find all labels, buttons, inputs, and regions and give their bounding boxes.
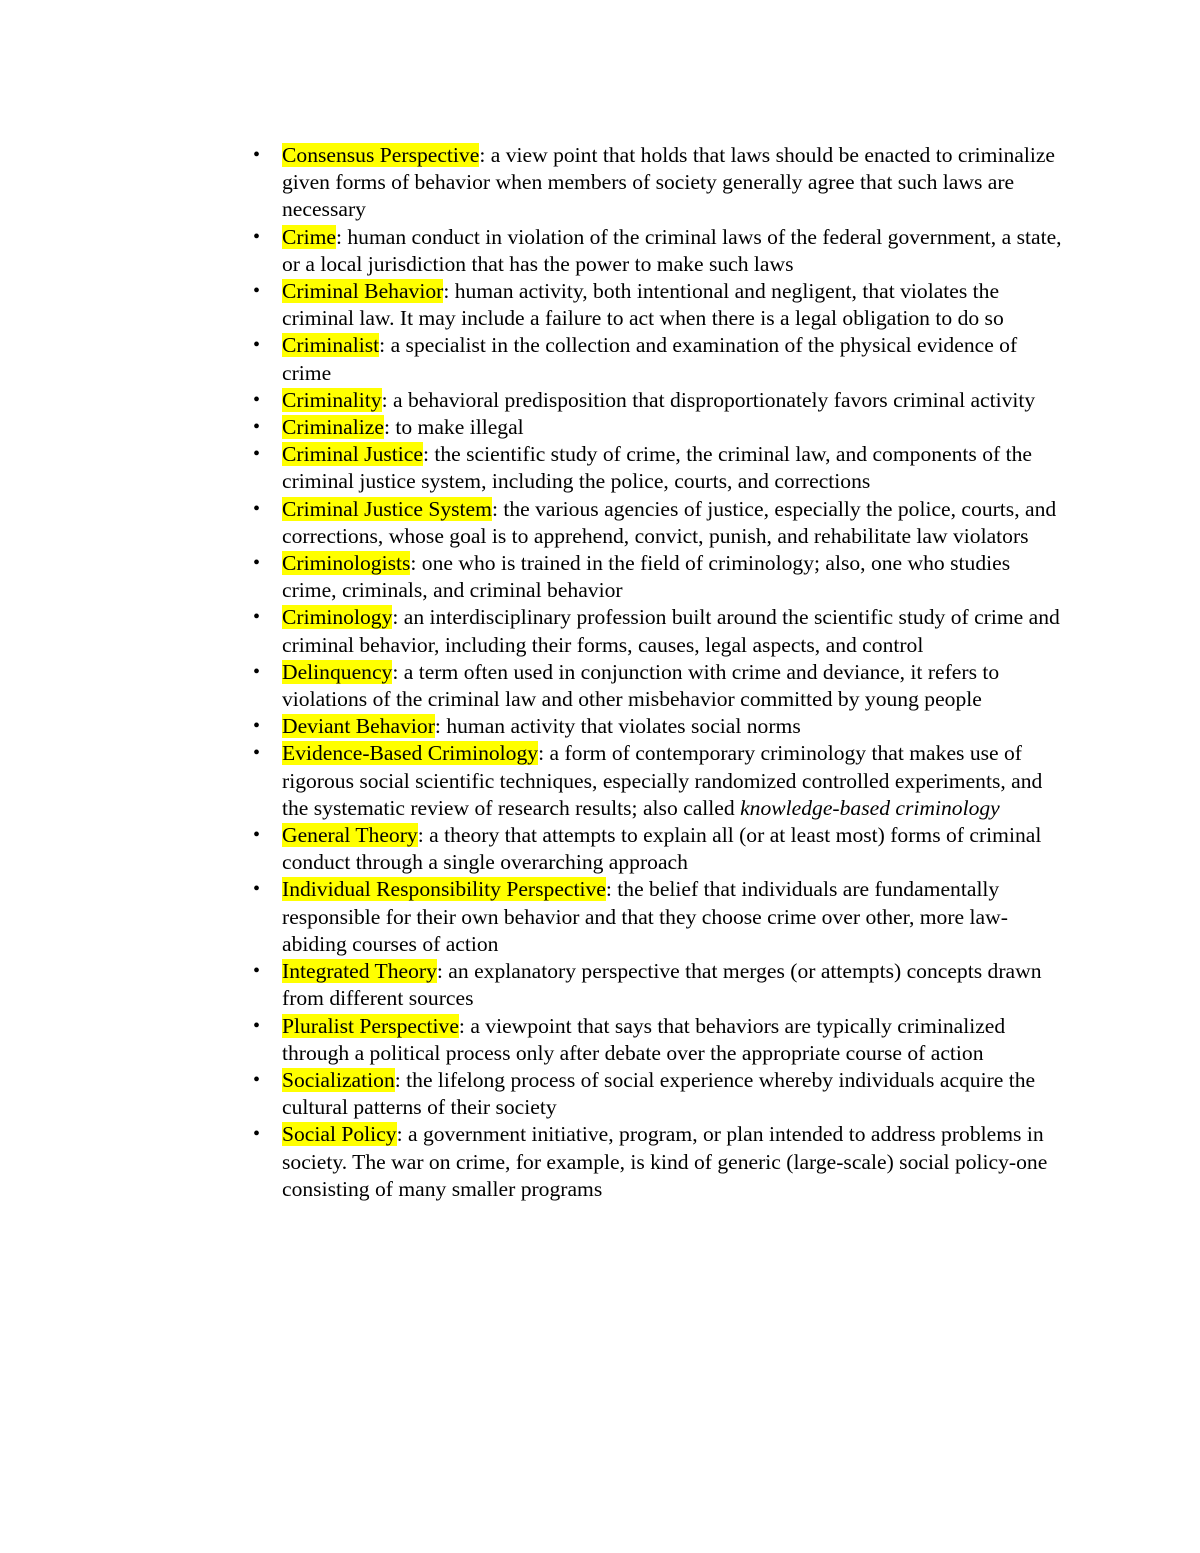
term-highlight: Criminalist (282, 333, 380, 358)
term-highlight: Pluralist Perspective (282, 1013, 459, 1038)
list-item (240, 958, 1070, 1012)
list-item (240, 713, 1070, 740)
term-highlight: Integrated Theory (282, 959, 437, 984)
bullet-icon: • (253, 742, 261, 765)
list-item (240, 142, 1070, 224)
definition-text: : an explanatory perspective that merges (or attempts) concepts drawn from different sources (282, 959, 1042, 1011)
definition-text: : a viewpoint that says that behaviors are typically criminalized through a political process only after debate over the appropriate course of action (282, 1013, 1006, 1065)
list-item (240, 1121, 1070, 1203)
bullet-icon: • (253, 443, 261, 466)
bullet-icon: • (253, 225, 261, 248)
list-item (240, 1067, 1070, 1121)
definition-text: : human activity that violates social norms (434, 714, 801, 739)
list-item (240, 822, 1070, 876)
definition-text: : the belief that individuals are fundamentally responsible for their own behavior and that they choose crime over other, more law-abiding courses of action (282, 877, 1008, 956)
definition-text: : one who is trained in the field of criminology; also, one who studies crime, criminals, and criminal behavior (282, 551, 1011, 603)
bullet-icon: • (253, 497, 261, 520)
bullet-icon: • (253, 388, 261, 411)
definition-text: : a theory that attempts to explain all (or at least most) forms of criminal conduct through a single overarching approach (282, 823, 1042, 875)
list-item (240, 876, 1070, 958)
bullet-icon: • (253, 715, 261, 738)
term-highlight: Socialization (282, 1067, 395, 1092)
list-item (240, 659, 1070, 713)
list-item (240, 441, 1070, 495)
bullet-icon: • (253, 660, 261, 683)
definition-text: : the lifelong process of social experience whereby individuals acquire the cultural patterns of their society (282, 1067, 1036, 1120)
term-highlight: Criminology (282, 605, 393, 630)
term-highlight: Consensus Perspective (282, 143, 480, 167)
bullet-icon: • (253, 960, 261, 983)
bullet-icon: • (253, 606, 261, 629)
list-item (240, 496, 1070, 550)
definition-text: : human conduct in violation of the criminal laws of the federal government, a state, or a local jurisdiction that has the power to make such laws (282, 224, 1062, 276)
bullet-icon: • (253, 552, 261, 575)
term-highlight: Criminalize (282, 415, 384, 440)
list-item (240, 414, 1070, 441)
list-item (240, 278, 1070, 332)
list-item (240, 550, 1070, 604)
definition-text: : a view point that holds that laws should be enacted to criminalize given forms of behavior when members of society generally agree that such laws are necessary (282, 143, 1056, 222)
italic-term-text: knowledge-based criminology (740, 795, 1000, 820)
term-highlight: Criminal Justice (282, 442, 423, 467)
list-item (240, 604, 1070, 658)
term-highlight: Crime (282, 224, 336, 249)
definition-text: : the various agencies of justice, especially the police, courts, and corrections, whose goal is to apprehend, convict, punish, and rehabilitate law violators (282, 496, 1057, 548)
term-highlight: Deviant Behavior (282, 714, 435, 739)
definition-text: : to make illegal (383, 415, 524, 440)
bullet-icon: • (253, 1068, 261, 1091)
bullet-icon: • (253, 1123, 261, 1146)
term-highlight: Individual Responsibility Perspective (282, 877, 606, 902)
term-highlight: Social Policy (282, 1122, 397, 1147)
bullet-icon: • (253, 878, 261, 901)
list-item (240, 224, 1070, 278)
bullet-icon: • (253, 144, 261, 166)
list-item (240, 387, 1070, 414)
term-highlight: General Theory (282, 823, 418, 848)
term-highlight: Delinquency (282, 659, 393, 684)
bullet-icon: • (253, 334, 261, 357)
definition-text: : a form of contemporary criminology that makes use of rigorous social scientific techniques, especially randomized controlled experiments, and the systematic review of research results; also called (282, 741, 1043, 820)
list-item (240, 332, 1070, 386)
term-highlight: Criminologists (282, 551, 411, 576)
definition-text: : a behavioral predisposition that disproportionately favors criminal activity (381, 387, 1036, 412)
bullet-icon: • (253, 1014, 261, 1037)
definition-text: : a specialist in the collection and examination of the physical evidence of crime (282, 333, 1018, 385)
definition-text: : an interdisciplinary profession built around the scientific study of crime and criminal behavior, including their forms, causes, legal aspects, and control (282, 605, 1060, 657)
definition-text: : a term often used in conjunction with crime and deviance, it refers to violations of the criminal law and other misbehavior committed by young people (282, 659, 1000, 712)
bullet-icon: • (253, 824, 261, 847)
bullet-icon: • (253, 280, 261, 303)
term-highlight: Criminality (282, 387, 382, 412)
definition-text: : human activity, both intentional and negligent, that violates the criminal law. It may include a failure to act when there is a legal obligation to do so (282, 279, 1004, 331)
term-highlight: Criminal Justice System (282, 496, 492, 521)
term-highlight: Evidence-Based Criminology (282, 741, 539, 766)
list-item (240, 1013, 1070, 1067)
glossary-list (240, 142, 1070, 1203)
definition-text: : a government initiative, program, or plan intended to address problems in society. The war on crime, for example, is kind of generic (large-scale) social policy-one consisting of many smaller programs (282, 1122, 1048, 1201)
bullet-icon: • (253, 416, 261, 439)
list-item (240, 740, 1070, 822)
term-highlight: Criminal Behavior (282, 279, 444, 304)
definition-text: : the scientific study of crime, the criminal law, and components of the criminal justice system, including the police, courts, and corrections (282, 442, 1032, 494)
